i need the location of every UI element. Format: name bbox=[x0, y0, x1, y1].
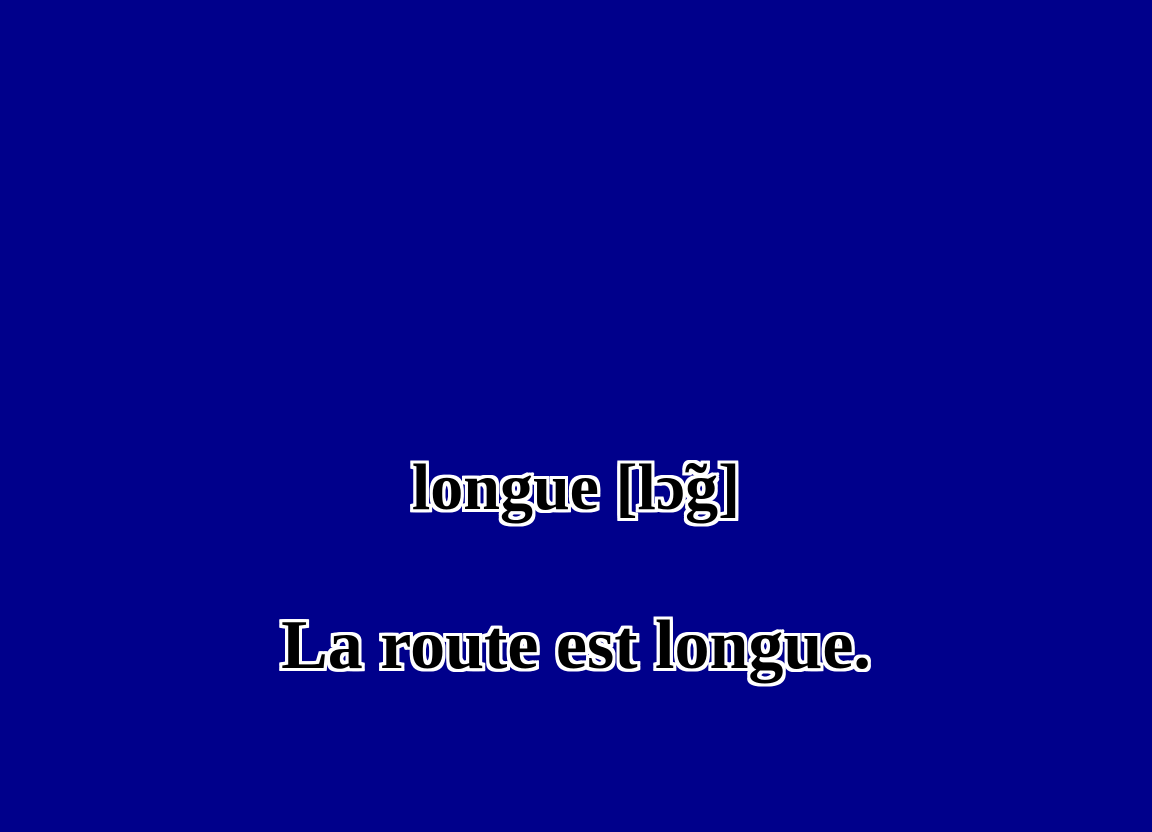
example-sentence: La route est longue. bbox=[281, 607, 871, 684]
vocabulary-word-with-pronunciation: longue [lɔ̃g] bbox=[411, 451, 741, 524]
